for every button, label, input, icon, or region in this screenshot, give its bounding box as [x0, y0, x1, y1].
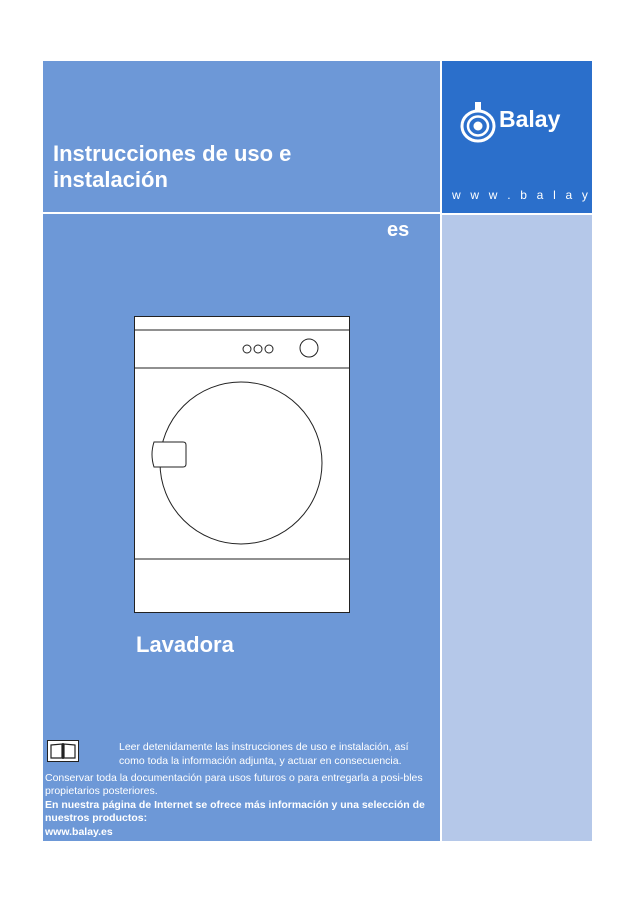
- title-line-1: Instrucciones de uso e: [53, 141, 292, 166]
- control-knob-2: [254, 345, 262, 353]
- language-code: es: [387, 219, 410, 241]
- document-title: [53, 141, 373, 193]
- notice-section: [43, 735, 440, 841]
- read-instructions-text: Leer detenidamente las instrucciones de uso e instalación, así como toda la información adjunta, y actuar en consecuencia.: [119, 741, 409, 767]
- program-dial: [300, 339, 318, 357]
- header-divider: [43, 212, 440, 214]
- control-knob-1: [243, 345, 251, 353]
- website-link[interactable]: www.balay.es: [45, 826, 113, 838]
- product-name: Lavadora: [136, 632, 234, 657]
- brand-logo: [459, 100, 584, 144]
- logo-wordmark: Balay: [499, 106, 561, 132]
- keep-documentation-text: Conservar toda la documentación para usos futuros o para entregarla a posi-bles propietarios posteriores.: [45, 772, 423, 797]
- control-knob-3: [265, 345, 273, 353]
- side-color-band: [442, 215, 592, 841]
- open-book-icon: [47, 740, 79, 762]
- washing-machine-illustration: [134, 316, 350, 614]
- web-info-text: En nuestra página de Internet se ofrece más información y una selección de nuestros productos:: [45, 799, 425, 824]
- brand-website: w w w . b a l a y . es: [452, 188, 630, 202]
- title-line-2: instalación: [53, 167, 168, 192]
- door-handle: [152, 442, 186, 467]
- balay-logo-icon: [459, 100, 497, 144]
